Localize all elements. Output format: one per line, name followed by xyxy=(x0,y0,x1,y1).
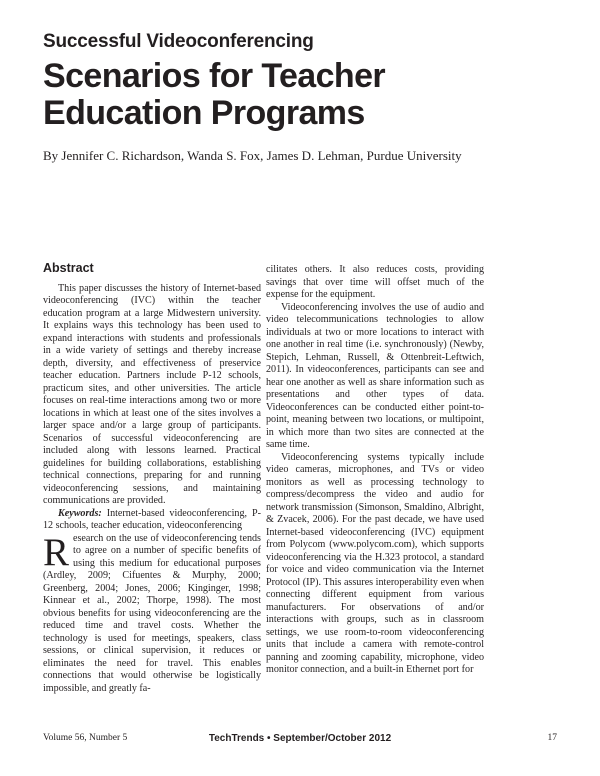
abstract-heading: Abstract xyxy=(43,261,94,275)
title-line-1: Scenarios for Teacher xyxy=(43,57,386,95)
left-column xyxy=(43,262,261,695)
author-byline: By Jennifer C. Richardson, Wanda S. Fox, James D. Lehman, Purdue University xyxy=(43,148,462,163)
page-footer xyxy=(43,733,557,747)
article-kicker: Successful Videoconferencing xyxy=(43,31,314,52)
abstract-body: This paper discusses the history of Internet-based videoconferencing (IVC) within the teacher education program at a large Midwestern university. It explains ways this technology has been used to expand interactions with students and professionals in a wide variety of settings and thereby increase depth, diversity, and effectiveness of preservice teacher education. Partners include P-12 schools, practicum sites, and other universities. The article focuses on real-time interactions among two or more locations in which at least one of the sites involves a larger space and/or a large group of participants. Scenarios of successful videoconferencing are included along with lessons learned. Practical guidelines for building collaborations, establishing technical connections, preparing for and running videoconferencing sessions, and maintaining communications are provided. xyxy=(43,282,261,506)
intro-paragraph-text: esearch on the use of videoconferencing tends to agree on a number of specific benefits of using this medium for educational purposes (Ardley, 2009; Cifuentes & Murphy, 2000; Greenberg, 2004; Jones, 2006; Kinginger, 1998; Kinnear et al., 2002; Thorpe, 1998). The most obvious benefits for using videoconferencing are the reduced time and travel costs. Whether the technology is used for meetings, speakers, class sessions, or clinical supervision, it reduces or eliminates the need for travel. This enables connections that would otherwise be logistically impossible, and greatly fa- xyxy=(43,532,261,694)
keywords-paragraph xyxy=(43,508,261,533)
body-paragraph-2: Videoconferencing involves the use of audio and video telecommunications technologies to allow individuals at two or more locations to interact with one another in real time (i.e. synchronously) (Newby, Stepich, Lehman, Russell, & Ottenbreit-Leftwich, 2011). In videoconferences, participants can see and hear one another as well as share information such as presentations and other types of data. Videoconferences can be conducted either point-to-point, meaning between two locations, or multipoint, in which more than two sites are connected at the same time. xyxy=(266,301,484,450)
intro-paragraph xyxy=(43,530,261,696)
title-line-2: Education Programs xyxy=(43,94,365,132)
keywords-text: Internet-based videoconferencing, P-12 schools, teacher education, videoconferencing xyxy=(43,507,261,531)
right-column xyxy=(266,264,484,677)
keywords-label: Keywords: xyxy=(58,507,102,519)
drop-cap: R xyxy=(43,530,70,574)
intro-continuation: cilitates others. It also reduces costs, providing savings that over time will offset much of the expense for the equipment. xyxy=(266,264,484,300)
footer-volume: Volume 56, Number 5 xyxy=(43,733,128,743)
footer-page-number: 17 xyxy=(547,733,557,743)
article-title xyxy=(43,58,573,132)
body-paragraph-3: Videoconferencing systems typically include video cameras, microphones, and TVs or video monitors as well as processing technology to compress/decompress the video and audio for network transmission (Simonson, Smaldino, Albright, & Zvacek, 2006). For the past decade, we have used Internet-based videoconferencing (IVC) equipment from Polycom (www.polycom.com), which supports videoconferencing via the H.323 protocol, a standard for voice and video communication via the Internet Protocol (IP). This assures interoperability even when connecting different equipment from various manufacturers. For observations of and/or interactions with groups, such as in classroom settings, we use room-to-room videoconferencing units that include a camera with remote-control panning and zooming capability, microphone, video monitor connection, and a built-in Ethernet port for xyxy=(266,451,484,675)
footer-journal: TechTrends • September/October 2012 xyxy=(208,733,392,744)
